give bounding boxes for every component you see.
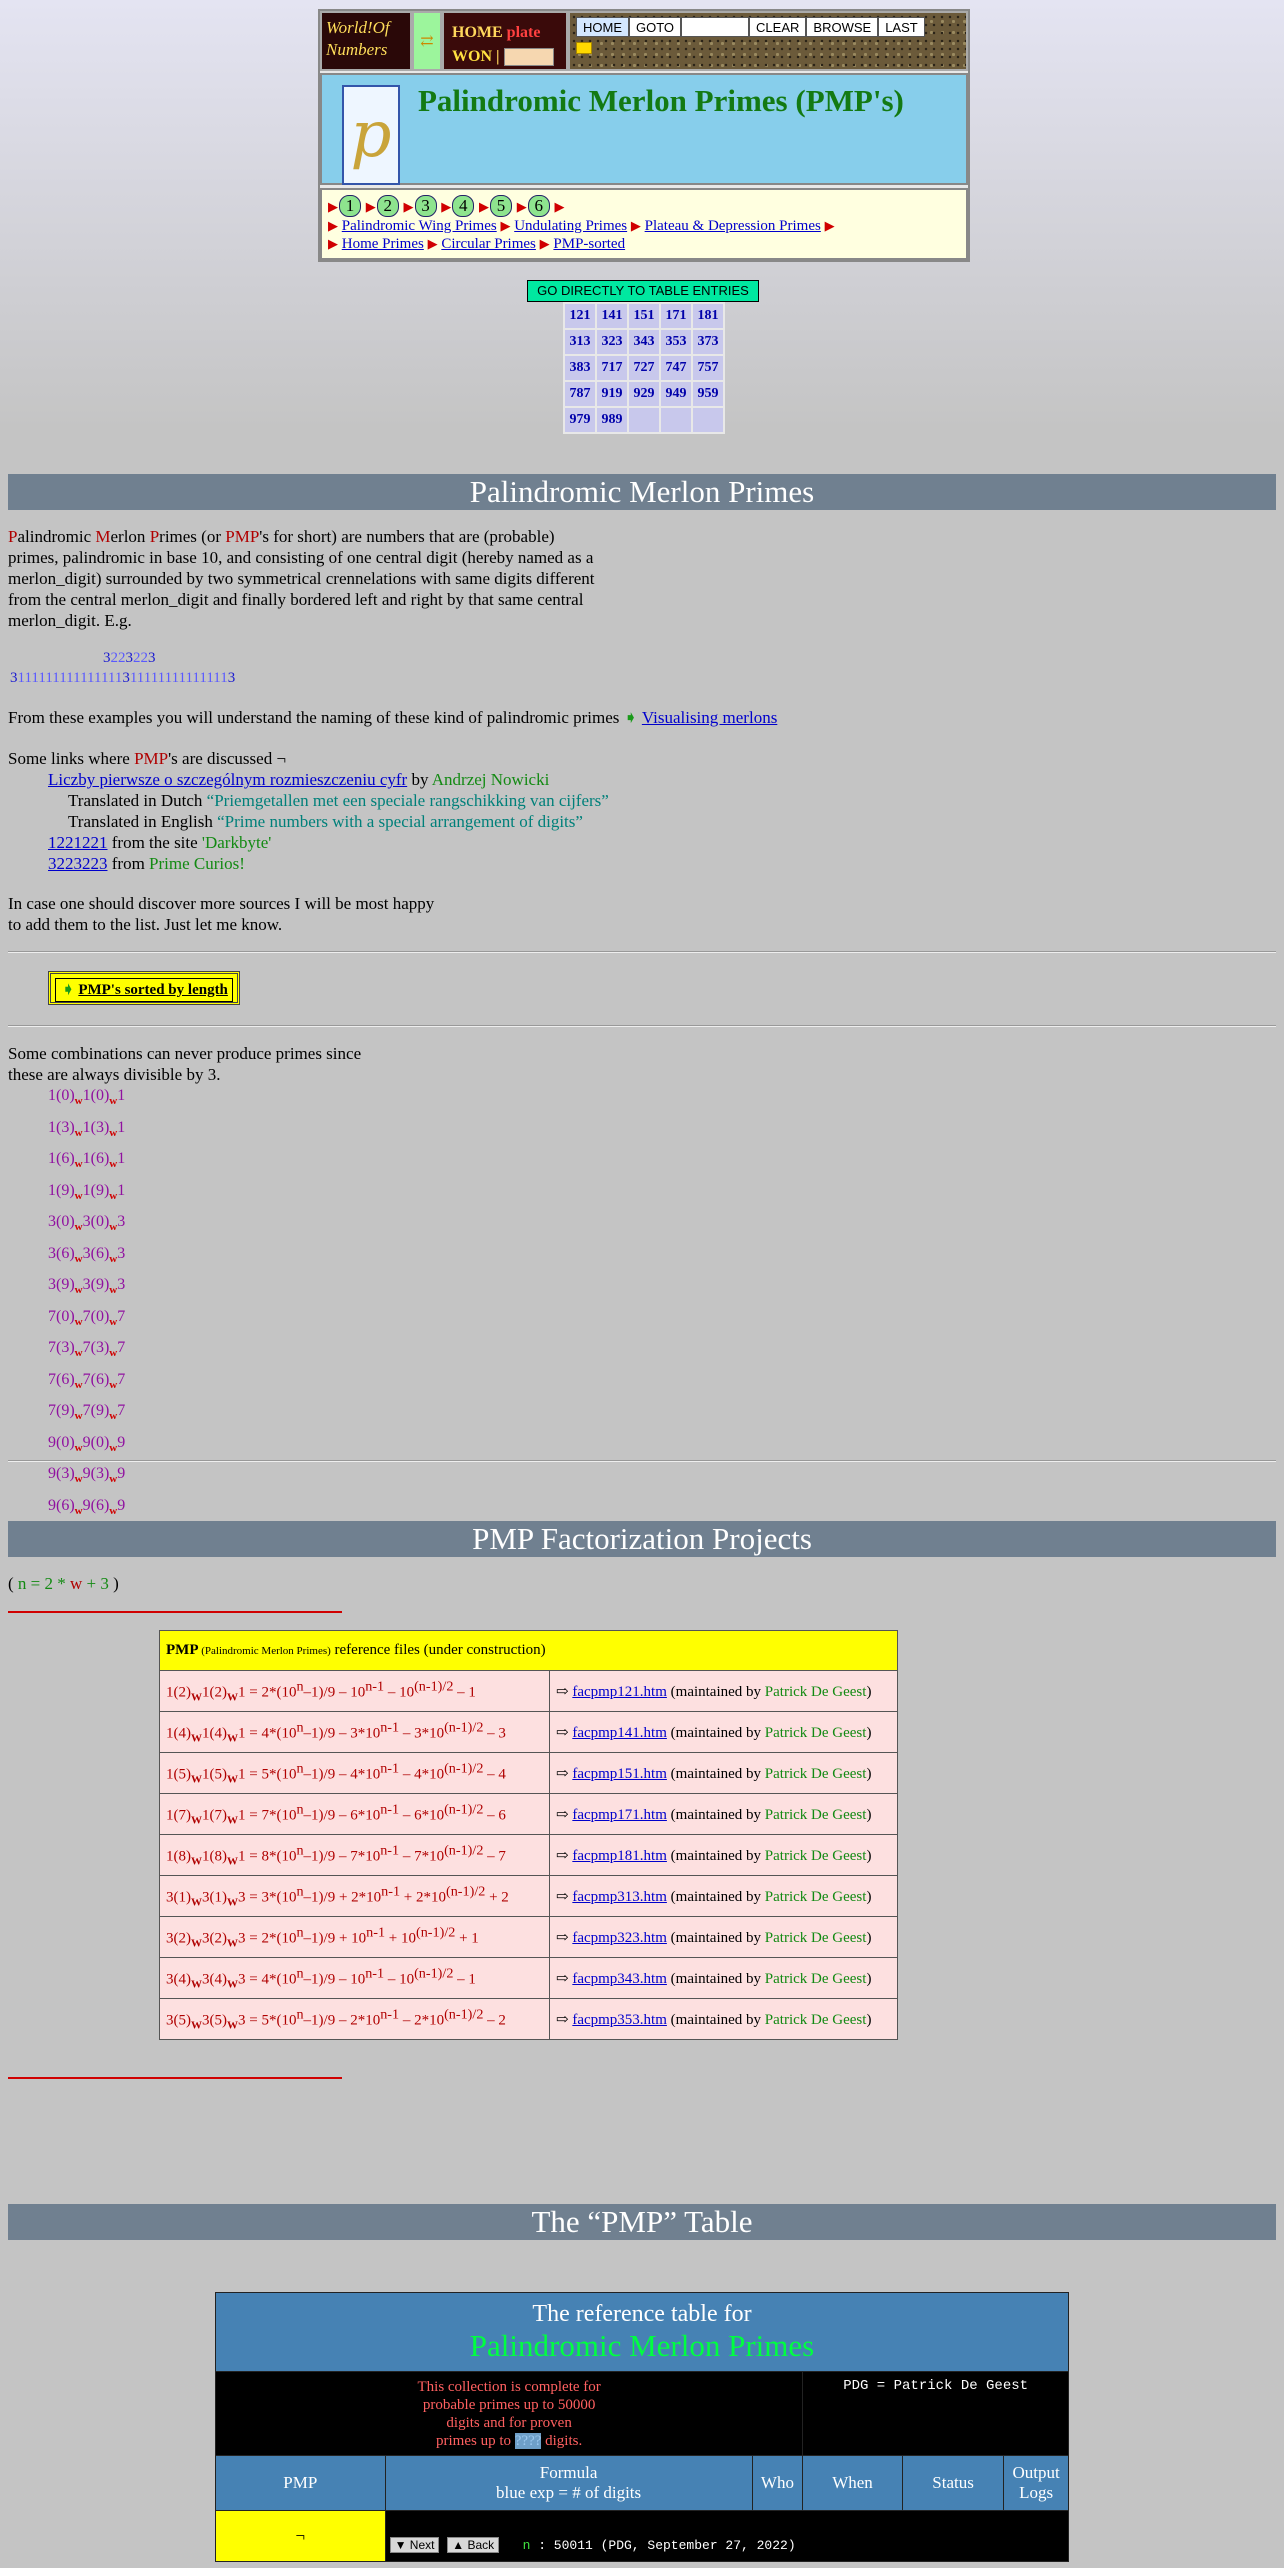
neq-open: (	[8, 1574, 18, 1593]
arrow-right-icon: ▶	[516, 199, 527, 214]
word-primes: rimes (or	[159, 527, 226, 546]
neq-n: n	[17, 1574, 27, 1593]
file-cell: ⇨ facpmp141.htm (maintained by Patrick De Geest)	[550, 1712, 898, 1753]
entry-link[interactable]: 717	[597, 356, 627, 380]
more-sources-1: In case one should discover more sources I will be most happy	[8, 894, 435, 913]
entry-empty	[693, 408, 723, 432]
completeness-cell	[216, 2372, 803, 2456]
example-1	[103, 650, 156, 667]
arrow-right-icon: ▶	[824, 218, 835, 233]
formula-cell: $1(2)_W1(2)_W1 = 2*(10^n-1)/9 - 10^{n-1} - 10^{(n-1)/2} - 1$	[160, 1671, 550, 1712]
col-pmp: PMP	[216, 2456, 386, 2511]
col-formula-label: Formula	[539, 2463, 598, 2482]
entry-link[interactable]: 383	[565, 356, 595, 380]
factorization-row	[160, 1712, 898, 1753]
section-header-pmp-table: The “PMP” Table	[8, 2204, 1276, 2240]
file-cell: ⇨ facpmp343.htm (maintained by Patrick De Geest)	[550, 1958, 898, 1999]
visualising-line	[8, 708, 777, 728]
homeplate-won-widget	[442, 11, 568, 71]
entry-link[interactable]: 727	[629, 356, 659, 380]
combo-item: $9(3)_w9(3)_w9$	[48, 1465, 126, 1485]
entry-link[interactable]: 171	[661, 304, 691, 328]
arrow-right-icon: ⇨	[556, 1765, 569, 1782]
from-text: from the site	[107, 833, 202, 852]
merlon-p-image	[342, 85, 400, 185]
col-output	[1004, 2456, 1069, 2511]
factorization-row	[160, 1917, 898, 1958]
formula-cell: $1(8)_W1(8)_W1 = 8*(10^n-1)/9 - 7*10^{n-1} - 7*10^{(n-1)/2} - 7$	[160, 1835, 550, 1876]
combos-intro	[8, 1043, 361, 1085]
not-symbol-cell: ¬	[216, 2511, 386, 2562]
combo-item: $7(0)_w7(0)_w7$	[48, 1307, 126, 1328]
formula-cell: $3(2)_W3(2)_W3 = 2*(10^n-1)/9 + 10^{n-1} + 10^{(n-1)/2} + 1$	[160, 1917, 550, 1958]
direct-entries-table	[563, 302, 725, 434]
author-nowicki: Andrzej Nowicki	[431, 770, 550, 789]
link-circular-primes[interactable]: Circular Primes	[441, 236, 536, 252]
ref-title-2: Palindromic Merlon Primes	[469, 2327, 815, 2363]
next-button[interactable]: ▼ Next	[390, 2537, 440, 2553]
neq-w: w	[70, 1574, 83, 1593]
arrow-right-icon: ⇨	[556, 2011, 569, 2028]
formula-cell: $1(4)_W1(4)_W1 = 4*(10^n-1)/9 - 3*10^{n-1} - 3*10^{(n-1)/2} - 3$	[160, 1712, 550, 1753]
link-wing-primes[interactable]: Palindromic Wing Primes	[341, 218, 497, 234]
formula-cell: $3(5)_W3(5)_W3 = 5*(10^n-1)/9 - 2*10^{n-1} - 2*10^{(n-1)/2} - 2$	[160, 1999, 550, 2040]
arrow-right-icon: ⇨	[556, 1683, 569, 1700]
col-formula-sub: blue exp = # of digits	[496, 2483, 642, 2502]
entry-link[interactable]: 757	[693, 356, 723, 380]
entry-link[interactable]: 343	[629, 330, 659, 354]
factor-file-link[interactable]: facpmp313.htm	[572, 1888, 667, 1905]
arrow-right-green-icon: ➧	[62, 982, 75, 998]
factor-file-link[interactable]: facpmp141.htm	[572, 1724, 667, 1741]
arrow-right-icon: ▶	[441, 199, 452, 214]
arrow-right-icon: ⇨	[556, 1847, 569, 1864]
site-darkbyte: 'Darkbyte'	[201, 833, 272, 852]
combo-item: $7(9)_w7(9)_w7$	[48, 1402, 126, 1422]
entry-link[interactable]: 989	[597, 408, 627, 432]
visualising-merlons-link[interactable]: Visualising merlons	[641, 708, 778, 727]
arrow-right-icon: ▶	[630, 218, 641, 233]
word-merlon: erlon	[110, 527, 150, 546]
english-label: Translated in English	[68, 812, 218, 831]
folder-icon[interactable]	[576, 42, 592, 54]
file-cell: ⇨ facpmp353.htm (maintained by Patrick De Geest)	[550, 1999, 898, 2040]
file-cell: ⇨ facpmp151.htm (maintained by Patrick De Geest)	[550, 1753, 898, 1794]
formula-cell: $1(7)_W1(7)_W1 = 7*(10^n-1)/9 - 6*10^{n-1} - 6*10^{(n-1)/2} - 6$	[160, 1794, 550, 1835]
n-equation	[8, 1574, 119, 1594]
section-header-pmp: Palindromic Merlon Primes	[8, 474, 1276, 510]
combo-item: $1(0)_w1(0)_w1$	[48, 1087, 126, 1107]
link-1221221[interactable]: 1221221	[48, 833, 108, 852]
combo-item: $1(3)_w1(3)_w1$	[48, 1118, 126, 1139]
hdr-rest: reference files (under construction)	[330, 1642, 546, 1658]
arrow-right-icon: ⇨	[556, 1970, 569, 1987]
formula-cell: $1(5)_W1(5)_W1 = 5*(10^n-1)/9 - 4*10^{n-1} - 4*10^{(n-1)/2} - 4$	[160, 1753, 550, 1794]
link-3223223[interactable]: 3223223	[48, 854, 108, 873]
entry-link[interactable]: 919	[597, 382, 627, 406]
links-intro-b: 's are discussed ¬	[168, 749, 287, 768]
entry-link[interactable]: 949	[661, 382, 691, 406]
intro-paragraph	[8, 526, 608, 631]
example-1-digits: 3223223	[103, 650, 156, 666]
col-status: Status	[902, 2456, 1004, 2511]
entry-link[interactable]: 353	[661, 330, 691, 354]
file-cell: ⇨ facpmp313.htm (maintained by Patrick De Geest)	[550, 1876, 898, 1917]
links-block	[8, 748, 908, 935]
factor-file-link[interactable]: facpmp353.htm	[572, 2011, 667, 2028]
hdr-pmp: PMP	[166, 1642, 199, 1658]
entry-link[interactable]: 313	[565, 330, 595, 354]
red-divider	[8, 2077, 342, 2079]
menu-number-5[interactable]: 5	[490, 195, 512, 217]
p-letter: p	[350, 98, 392, 172]
goto-button[interactable]: GOTO	[629, 17, 681, 37]
combos-list	[48, 1083, 125, 1524]
neq-end: + 3	[82, 1574, 109, 1593]
site-prime-curios: Prime Curios!	[149, 854, 245, 873]
combo-item: $9(0)_w9(0)_w9$	[48, 1433, 126, 1454]
divider	[8, 1025, 1276, 1027]
combo-item: $1(6)_w1(6)_w1$	[48, 1150, 126, 1170]
link-pmp-sorted[interactable]: PMP-sorted	[553, 236, 626, 252]
menu-number-1[interactable]: 1	[339, 195, 361, 217]
title-box	[320, 73, 968, 185]
arrow-right-green-icon: ➧	[623, 708, 638, 727]
combo-item: $7(6)_w7(6)_w7$	[48, 1370, 126, 1391]
homeplate-plate: plate	[506, 24, 541, 41]
combo-item: $3(6)_w3(6)_w3$	[48, 1244, 126, 1265]
arrow-right-icon: ▶	[500, 218, 511, 233]
nav-row	[385, 2511, 1068, 2562]
divider	[8, 1460, 1276, 1462]
entry-empty	[661, 408, 691, 432]
file-cell: ⇨ facpmp181.htm (maintained by Patrick De Geest)	[550, 1835, 898, 1876]
pmp-sorted-link[interactable]: PMP's sorted by length	[78, 982, 228, 998]
entry-link[interactable]: 747	[661, 356, 691, 380]
links-intro-a: Some links where	[8, 749, 135, 768]
menu-number-3[interactable]: 3	[415, 195, 437, 217]
initial-p: P	[8, 527, 18, 546]
example-2-digits: 31111111111111113111111111111113	[10, 670, 236, 686]
link-plateau-primes[interactable]: Plateau & Depression Primes	[644, 218, 821, 234]
arrow-right-icon: ▶	[427, 236, 438, 251]
factorization-row	[160, 1671, 898, 1712]
reference-title-cell	[216, 2293, 1069, 2372]
link-undulating-primes[interactable]: Undulating Primes	[514, 218, 628, 234]
complete-4b: ????	[514, 2432, 542, 2449]
entry-link[interactable]: 121	[565, 304, 595, 328]
neq-mid: = 2 *	[26, 1574, 71, 1593]
entry-link[interactable]: 959	[693, 382, 723, 406]
arrow-right-icon: ▶	[328, 236, 338, 251]
entry-link[interactable]: 373	[693, 330, 723, 354]
page-title: Palindromic Merlon Primes (PMP's)	[418, 83, 904, 118]
arrow-right-icon: ▶	[539, 236, 550, 251]
homeplate-separator: |	[496, 48, 500, 65]
divider	[8, 951, 1276, 953]
menu-number-2[interactable]: 2	[377, 195, 399, 217]
combo-item: $9(6)_w9(6)_w9$	[48, 1496, 126, 1517]
complete-4a: primes up to	[436, 2432, 515, 2449]
entry-link[interactable]: 151	[629, 304, 659, 328]
file-cell: ⇨ facpmp121.htm (maintained by Patrick De Geest)	[550, 1671, 898, 1712]
combos-line2: these are always divisible by 3.	[8, 1065, 221, 1084]
entry-link[interactable]: 181	[693, 304, 723, 328]
formula-cell: $3(4)_W3(4)_W3 = 4*(10^n-1)/9 - 10^{n-1} - 10^{(n-1)/2} - 1$	[160, 1958, 550, 1999]
complete-3: digits and for proven	[446, 2414, 572, 2431]
complete-2: probable primes up to 50000	[422, 2396, 596, 2413]
examples-text: From these examples you will understand the naming of these kind of palindromic primes	[8, 708, 620, 727]
pdg-cell: PDG = Patrick De Geest	[803, 2372, 1069, 2456]
arrow-right-icon: ▶	[365, 199, 376, 214]
arrow-right-icon: ⇨	[556, 1929, 569, 1946]
goto-input[interactable]	[681, 17, 749, 37]
browse-button[interactable]: BROWSE	[806, 17, 878, 37]
combos-line1: Some combinations can never produce primes since	[8, 1044, 362, 1063]
arrow-right-icon: ▶	[328, 199, 338, 214]
entry-link[interactable]: 929	[629, 382, 659, 406]
arrow-right-icon: ⇨	[556, 1724, 569, 1741]
links-intro-pmp: PMP	[134, 749, 169, 768]
dutch-title: “Priemgetallen met een speciale rangschikking van cijfers”	[206, 791, 609, 810]
entry-link[interactable]: 787	[565, 382, 595, 406]
more-sources-2: to add them to the list. Just let me know.	[8, 915, 283, 934]
dutch-label: Translated in Dutch	[68, 791, 207, 810]
entry-link[interactable]: 141	[597, 304, 627, 328]
factor-file-link[interactable]: facpmp151.htm	[572, 1765, 667, 1782]
factorization-row	[160, 1794, 898, 1835]
nav-panel	[568, 11, 968, 71]
logo-line2: Numbers	[326, 40, 388, 59]
col-who: Who	[752, 2456, 803, 2511]
link-nowicki[interactable]: Liczby pierwsze o szczególnym rozmieszczeniu cyfr	[48, 770, 408, 789]
back-button[interactable]: ▲ Back	[447, 2537, 499, 2553]
arrow-right-icon: ▶	[328, 218, 338, 233]
combo-item: $1(9)_w1(9)_w1$	[48, 1181, 126, 1202]
file-cell: ⇨ facpmp323.htm (maintained by Patrick De Geest)	[550, 1917, 898, 1958]
by-text: by	[407, 770, 432, 789]
example-2	[10, 670, 235, 687]
intro-rest: 's for short) are numbers that are (probable) primes, palindromic in base 10, and consisting of one central digit (hereby named as a merlon_digit) surrounded by two symmetrical crennelations with same digits different from the central merlon_digit and finally bordered left and right by that same central merlon_digit. E.g.	[8, 527, 595, 630]
combo-item: $3(0)_w3(0)_w3$	[48, 1213, 126, 1233]
arrow-right-icon: ▶	[479, 199, 489, 214]
neq-close: )	[108, 1574, 119, 1593]
top-bar	[320, 11, 968, 71]
factorization-header	[160, 1631, 898, 1671]
entry-link[interactable]: 323	[597, 330, 627, 354]
complete-1: This collection is complete for	[417, 2378, 601, 2395]
factor-file-link[interactable]: facpmp181.htm	[572, 1847, 667, 1864]
n-value: : 50011 (PDG, September 27, 2022)	[538, 2538, 796, 2553]
factorization-rows	[160, 1671, 898, 2040]
formula-cell: $3(1)_W3(1)_W3 = 3*(10^n-1)/9 + 2*10^{n-1} + 2*10^{(n-1)/2} + 2$	[160, 1876, 550, 1917]
section-menu	[320, 188, 968, 260]
combo-item: $3(9)_w3(9)_w3$	[48, 1276, 126, 1296]
pmp-reference-table	[215, 2292, 1069, 2562]
won-input[interactable]	[504, 48, 554, 66]
arrow-right-icon: ▶	[554, 199, 565, 214]
go-directly-button[interactable]: GO DIRECTLY TO TABLE ENTRIES	[527, 280, 759, 302]
word-palindromic: alindromic	[17, 527, 96, 546]
factorization-row	[160, 1999, 898, 2040]
col-when: When	[803, 2456, 903, 2511]
pmp-abbrev: PMP	[225, 527, 260, 546]
factorization-row	[160, 1753, 898, 1794]
arrow-right-icon: ⇨	[556, 1806, 569, 1823]
menu-number-4[interactable]: 4	[452, 195, 474, 217]
link-home-primes[interactable]: Home Primes	[341, 236, 424, 252]
arrow-right-icon: ⇨	[556, 1888, 569, 1905]
section-header-factorization: PMP Factorization Projects	[8, 1521, 1276, 1557]
factor-file-link[interactable]: facpmp171.htm	[572, 1806, 667, 1823]
logo-line1: World!Of	[326, 18, 390, 37]
english-title: “Prime numbers with a special arrangement of digits”	[217, 812, 583, 831]
from-text: from	[107, 854, 150, 873]
factorization-row	[160, 1958, 898, 1999]
home-button[interactable]: HOME	[576, 17, 629, 37]
n-label: n	[522, 2538, 531, 2553]
clear-button[interactable]: CLEAR	[749, 17, 806, 37]
factor-file-link[interactable]: facpmp323.htm	[572, 1929, 667, 1946]
initial-p2: P	[149, 527, 160, 546]
pmp-sorted-button[interactable]	[48, 971, 240, 1005]
factorization-row	[160, 1876, 898, 1917]
factorization-row	[160, 1835, 898, 1876]
world-of-numbers-logo[interactable]	[320, 11, 412, 71]
entry-link[interactable]: 979	[565, 408, 595, 432]
file-cell: ⇨ facpmp171.htm (maintained by Patrick De Geest)	[550, 1794, 898, 1835]
initial-m: M	[95, 527, 111, 546]
arrow-right-icon: ▶	[403, 199, 414, 214]
complete-4c: digits.	[541, 2432, 583, 2449]
entry-empty	[629, 408, 659, 432]
homeplate-won: WON	[452, 48, 492, 65]
hdr-small: (Palindromic Merlon Primes)	[198, 1645, 331, 1657]
col-formula	[385, 2456, 752, 2511]
ref-title-1: The reference table for	[532, 2300, 752, 2327]
top-navigation	[318, 9, 970, 262]
factor-file-link[interactable]: facpmp121.htm	[572, 1683, 667, 1700]
col-logs-label: Logs	[1019, 2483, 1054, 2502]
homeplate-home: HOME	[452, 24, 503, 41]
factor-file-link[interactable]: facpmp343.htm	[572, 1970, 667, 1987]
factorization-table	[159, 1630, 898, 2040]
swap-icon[interactable]: ⇄	[412, 11, 442, 71]
combo-item: $7(3)_w7(3)_w7$	[48, 1339, 126, 1359]
menu-number-6[interactable]: 6	[528, 195, 550, 217]
red-divider	[8, 1611, 342, 1613]
last-button[interactable]: LAST	[878, 17, 925, 37]
col-output-label: Output	[1012, 2463, 1060, 2482]
